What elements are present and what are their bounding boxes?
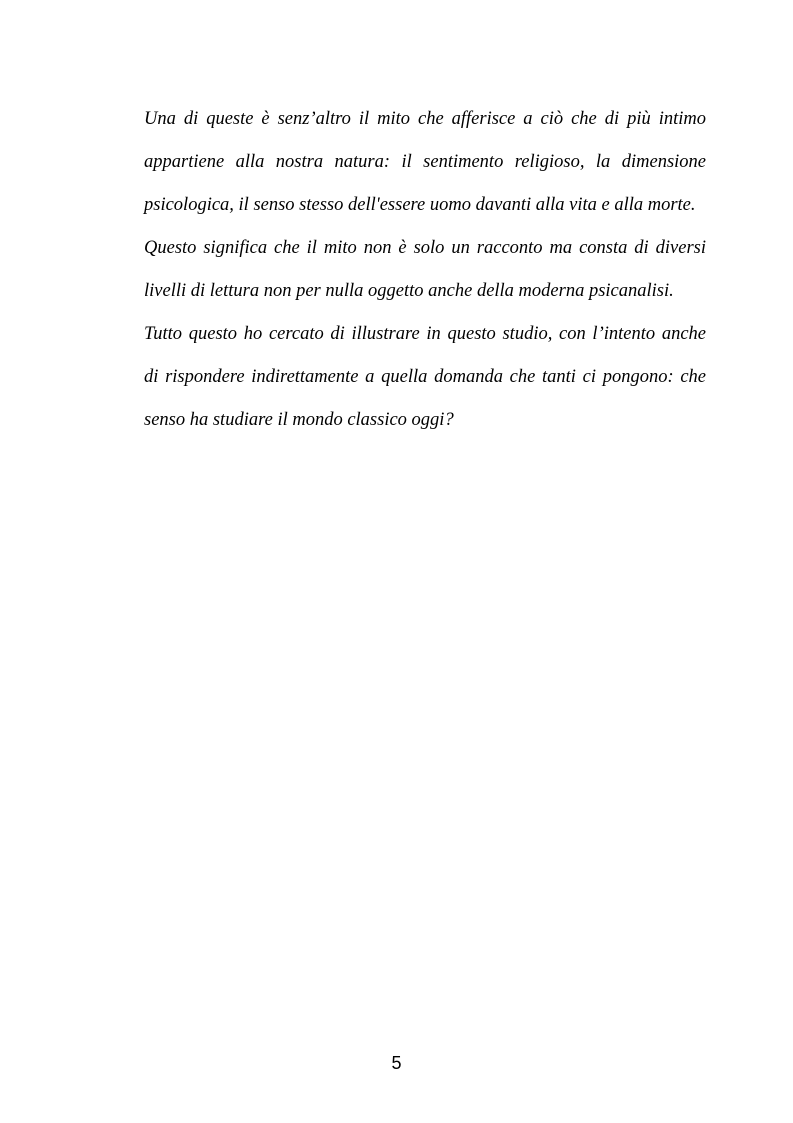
text-line: di rispondere indirettamente a quella domanda che tanti ci pongono: che	[144, 367, 706, 387]
text-line: Tutto questo ho cercato di illustrare in questo studio, con l’intento anche	[144, 324, 706, 344]
page-number: 5	[391, 1053, 402, 1073]
text-line: psicologica, il senso stesso dell'essere uomo davanti alla vita e alla morte.	[144, 195, 696, 215]
text-line: appartiene alla nostra natura: il sentimento religioso, la dimensione	[144, 152, 706, 172]
text-line: livelli di lettura non per nulla oggetto anche della moderna psicanalisi.	[144, 281, 674, 301]
text-line: senso ha studiare il mondo classico oggi?	[144, 410, 454, 430]
body-text	[144, 98, 706, 442]
text-line: Questo significa che il mito non è solo un racconto ma consta di diversi	[144, 238, 706, 258]
text-line: Una di queste è senz’altro il mito che afferisce a ciò che di più intimo	[144, 109, 706, 129]
